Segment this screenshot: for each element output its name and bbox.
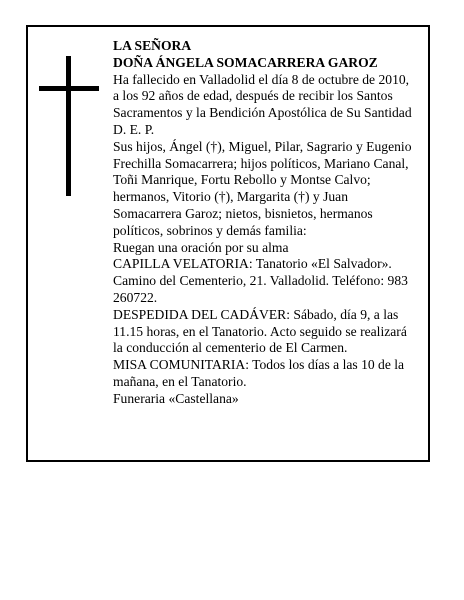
- prayer-request: Ruegan una oración por su alma: [113, 239, 289, 255]
- farewell-text: Sábado, día 9, a las 11.15 horas, en el Tanatorio. Acto seguido se realizará la conducción al cementerio de El Carmen.: [113, 306, 407, 356]
- latin-cross-icon: [39, 56, 99, 196]
- cross-vertical-bar: [66, 56, 71, 196]
- cross-horizontal-bar: [39, 86, 99, 91]
- chapel-info: CAPILLA VELATORIA: Tanatorio «El Salvador». Camino del Cementerio, 21. Valladolid. Teléfono: 983 260722.: [113, 256, 408, 305]
- family-list: Sus hijos, Ángel (†), Miguel, Pilar, Sagrario y Eugenio Frechilla Somacarrera; hijos políticos, Mariano Canal, Toñi Manrique, Fortu Rebollo y Montse Calvo; hermanos, Vitorio (†), Margarita (†) y Juan Somacarrera Garoz; nietos, bisnietos, hermanos políticos, sobrinos y demás familia:: [113, 138, 412, 238]
- death-statement: Ha fallecido en Valladolid el día 8 de octubre de 2010, a los 92 años de edad, después de recibir los Santos Sacramentos y la Bendición Apostólica de Su Santidad D. E. P.: [113, 71, 412, 137]
- deceased-name: DOÑA ÁNGELA SOMACARRERA GAROZ: [113, 54, 378, 70]
- mass-info: MISA COMUNITARIA: Todos los días a las 10 de la mañana, en el Tanatorio.: [113, 357, 405, 389]
- obituary-notice: [26, 25, 430, 462]
- funeral-home: Funeraria «Castellana»: [113, 390, 239, 406]
- farewell-label: DESPEDIDA DEL CADÁVER:: [113, 306, 290, 322]
- obituary-text: [113, 38, 418, 408]
- title-line: LA SEÑORA: [113, 38, 192, 53]
- farewell-info: [113, 307, 418, 357]
